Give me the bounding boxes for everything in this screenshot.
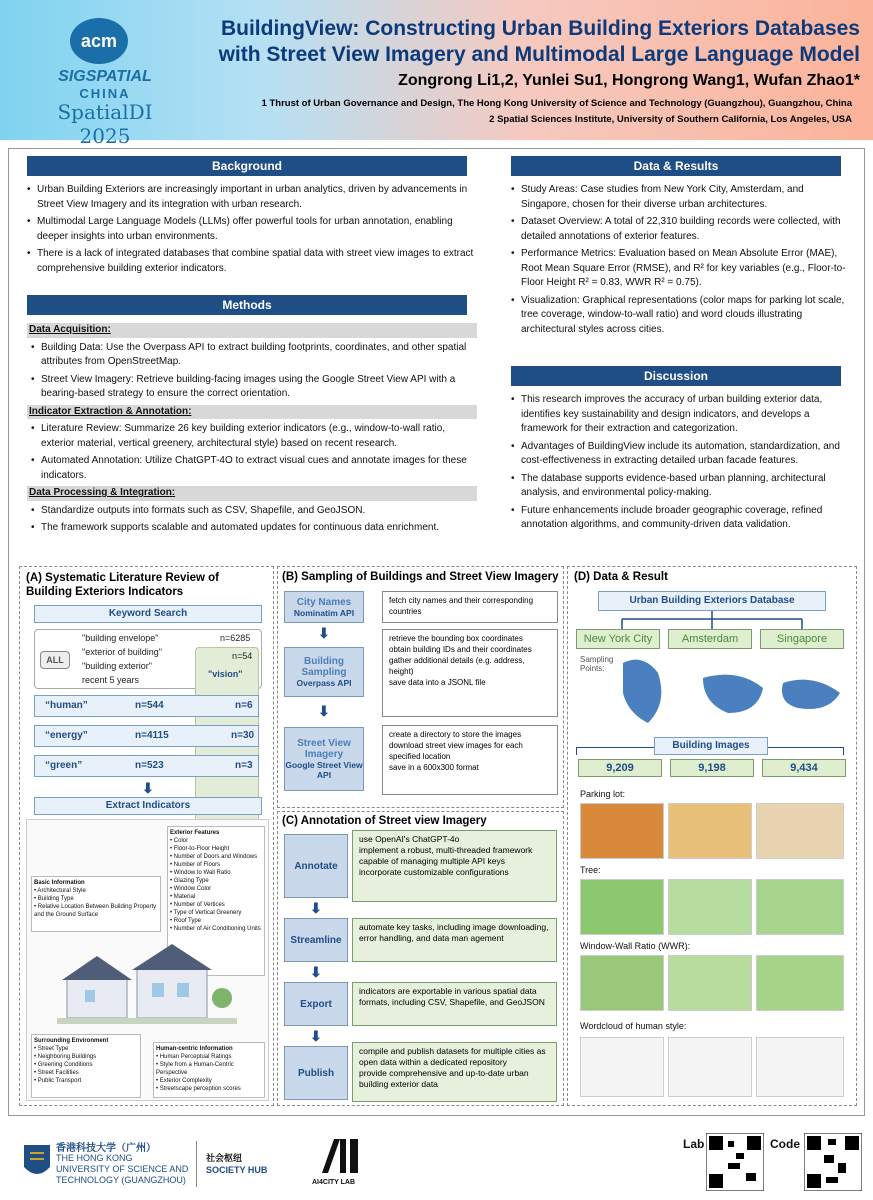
human-centric-title: Human-centric Information <box>156 1046 233 1052</box>
basic-information-list: • Architectural Style • Building Type • Relative Location Between Building Property and the Ground Surface <box>34 888 157 918</box>
spatialdi-logo-text: SpatialDI 2025 <box>57 100 153 148</box>
background-item: • Urban Building Exteriors are increasingly important in urban analytics, driven by advancements in Street View Imagery and its integration with urban research. <box>27 183 477 212</box>
affiliation-2: 2 Spatial Sciences Institute, University of Southern California, Los Angeles, USA <box>489 114 852 125</box>
connector-lines-icon <box>578 611 848 629</box>
tree-map-singapore <box>756 879 844 935</box>
building-sampling-desc <box>382 629 558 717</box>
street-view-step <box>284 727 364 791</box>
keyword-2: "exterior of building" <box>82 647 162 657</box>
tree-map-amsterdam <box>668 879 752 935</box>
keyword-3: "building exterior" <box>82 661 152 671</box>
discussion-item: • The database supports evidence-based urban planning, architectural analysis, and environmental policy-making. <box>511 472 851 501</box>
wwr-label: Window-Wall Ratio (WWR): <box>580 941 691 951</box>
discussion-text <box>511 393 851 536</box>
parking-lot-label: Parking lot: <box>580 789 626 799</box>
city-names-desc <box>382 591 558 623</box>
street-view-label: Street View Imagery <box>297 738 351 760</box>
poster-title <box>190 16 860 68</box>
sigspatial-logo-text: SIGSPATIAL <box>58 68 152 85</box>
tree-label: Tree: <box>580 865 601 875</box>
exterior-features-title: Exterior Features <box>170 830 220 836</box>
green-row <box>34 755 259 777</box>
society-hub-chinese: 社会枢纽 <box>206 1153 243 1163</box>
export-desc <box>352 982 557 1026</box>
streamline-step: Streamline <box>284 918 348 962</box>
methods-item: • Street View Imagery: Retrieve building-facing images using the Google Street View API with a bearing-based strategy to ensure the correct orientation. <box>31 373 477 402</box>
panel-d <box>567 566 857 1106</box>
human-centric-list: • Human Perceptual Ratings • Style from a Human-Centric Perspective • Exterior Complexity • Streetscape perception scores <box>156 1054 241 1092</box>
street-view-desc-line: create a directory to store the images <box>389 730 522 739</box>
discussion-heading: Discussion <box>511 366 841 386</box>
parking-map-nyc <box>580 803 664 859</box>
panel-b <box>277 566 564 808</box>
city-new-york: New York City <box>576 629 660 649</box>
energy-label: “energy” <box>45 730 88 741</box>
panel-a <box>19 566 274 1106</box>
streamline-desc-line: automate key tasks, including image downloading, error handling, and data man agement <box>359 922 549 943</box>
title-line-1: BuildingView: Constructing Urban Building Exteriors Databases <box>220 17 860 40</box>
society-hub-name: SOCIETY HUB <box>206 1165 268 1175</box>
wordcloud-nyc <box>580 1037 664 1097</box>
parking-map-singapore <box>756 803 844 859</box>
annotate-desc-line: use OpenAI's ChatGPT-4o <box>359 834 460 844</box>
street-view-desc-line: save in a 600x300 format <box>389 763 479 772</box>
methods-item: • Literature Review: Summarize 26 key building exterior indicators (e.g., window-to-wall ratio, exterior material, vertical greenery, architectural style) based on recent research. <box>31 422 477 451</box>
publish-desc-line: compile and publish datasets for multiple cities as open data within a dedicated repository <box>359 1046 546 1067</box>
wordcloud-amsterdam <box>668 1037 752 1097</box>
poster-footer <box>0 1125 873 1200</box>
data-results-item: • Dataset Overview: A total of 22,310 building records were collected, with detailed annotations of exterior features. <box>511 215 851 244</box>
nominatim-api-label: Nominatim API <box>293 607 355 618</box>
wwr-map-amsterdam <box>668 955 752 1011</box>
sampling-desc-line: retrieve the bounding box coordinates <box>389 634 523 643</box>
hkust-line-3: TECHNOLOGY (GUANGZHOU) <box>56 1175 186 1185</box>
panel-c <box>277 811 564 1106</box>
building-sampling-label: Building Sampling <box>301 656 347 678</box>
sampling-desc-line: save data into a JSONL file <box>389 678 486 687</box>
count-amsterdam: 9,198 <box>670 759 754 777</box>
city-names-step <box>284 591 364 623</box>
publish-step: Publish <box>284 1046 348 1100</box>
methods-subheading: Data Processing & Integration: <box>27 486 477 501</box>
publish-desc-line: provide comprehensive and up-to-date urban building exterior data <box>359 1068 529 1089</box>
panel-c-title: (C) Annotation of Street view Imagery <box>282 815 487 827</box>
google-api-label: Google Street View API <box>285 760 363 780</box>
annotate-desc <box>352 830 557 902</box>
green-count: n=523 <box>135 760 164 771</box>
building-images-box: Building Images <box>654 737 768 755</box>
tree-map-nyc <box>580 879 664 935</box>
discussion-item: • Future enhancements include broader geographic coverage, refined annotation algorithms, and community-driven data validation. <box>511 504 851 533</box>
annotate-step: Annotate <box>284 834 348 898</box>
database-box: Urban Building Exteriors Database <box>598 591 826 611</box>
background-item: • There is a lack of integrated databases that combine spatial data with street view images to extract comprehensive building exterior indicators. <box>27 247 477 276</box>
data-results-text <box>511 183 851 340</box>
count-new-york: 9,209 <box>578 759 662 777</box>
city-singapore: Singapore <box>760 629 844 649</box>
wwr-map-nyc <box>580 955 664 1011</box>
china-logo-text: CHINA <box>79 86 131 101</box>
hkust-line-2: UNIVERSITY OF SCIENCE AND <box>56 1164 189 1174</box>
human-vision-count: n=6 <box>235 700 253 711</box>
annotate-desc-line: implement a robust, multi-threaded framework capable of managing multiple API keys <box>359 845 533 866</box>
count-singapore: 9,434 <box>762 759 846 777</box>
parking-map-amsterdam <box>668 803 752 859</box>
sampling-desc-line: obtain building IDs and their coordinates <box>389 645 532 654</box>
methods-item: • The framework supports scalable and automated updates for continuous data enrichment. <box>31 521 477 536</box>
publish-desc <box>352 1042 557 1102</box>
poster-body <box>8 148 865 1116</box>
hkust-line-1: THE HONG KONG <box>56 1153 133 1163</box>
authors: Zongrong Li1,2, Yunlei Su1, Hongrong Wang1, Wufan Zhao1* <box>398 72 860 89</box>
data-results-item: • Performance Metrics: Evaluation based on Mean Absolute Error (MAE), Root Mean Square Error (RMSE), and R² for key variables (e.g., Floor-to-Floor Height R² = 0.83, WWR R² = 0.75). <box>511 247 851 291</box>
background-text <box>27 183 477 279</box>
poster-header <box>0 0 873 148</box>
surrounding-environment-title: Surrounding Environment <box>34 1038 109 1044</box>
methods-subheading: Data Acquisition: <box>27 323 477 338</box>
surrounding-environment-card <box>31 1034 141 1098</box>
panel-b-title: (B) Sampling of Buildings and Street View Imagery <box>282 571 559 583</box>
keyword-1-count: n=6285 <box>220 633 251 643</box>
code-qr-label: Code <box>770 1137 800 1151</box>
all-badge: ALL <box>40 651 70 669</box>
basic-information-title: Basic Information <box>34 880 85 886</box>
title-line-2: with Street View Imagery and Multimodal Large Language Model <box>218 43 860 66</box>
acm-logo: acm <box>70 18 128 64</box>
hkust-crest-icon <box>22 1143 52 1183</box>
human-row <box>34 695 259 717</box>
wwr-map-singapore <box>756 955 844 1011</box>
human-centric-card <box>153 1042 265 1098</box>
discussion-item: • Advantages of BuildingView include its automation, standardization, and cost-effectiveness in extracting detailed urban facade features. <box>511 440 851 469</box>
city-names-label: City Names <box>296 596 352 608</box>
data-results-item: • Visualization: Graphical representations (color maps for parking lot scale, tree coverage, window-to-wall ratio) and word clouds illustrating architectural styles across cities. <box>511 294 851 338</box>
human-count: n=544 <box>135 700 164 711</box>
export-desc-line: indicators are exportable in various spatial data formats, including CSV, Shapefile, and GeoJSON <box>359 986 545 1007</box>
panel-a-title: (A) Systematic Literature Review of Building Exteriors Indicators <box>26 572 220 598</box>
data-results-item: • Study Areas: Case studies from New York City, Amsterdam, and Singapore, chosen for their diverse urban architectures. <box>511 183 851 212</box>
background-item: • Multimodal Large Language Models (LLMs) offer powerful tools for urban annotation, enabling deeper insights into urban environments. <box>27 215 477 244</box>
building-sampling-step <box>284 647 364 697</box>
human-label: “human” <box>45 700 88 711</box>
annotate-desc-line: incorporate customizable configurations <box>359 867 509 877</box>
ai4city-logo-icon <box>318 1135 362 1175</box>
sampling-points-maps-icon <box>608 653 848 733</box>
background-heading: Background <box>27 156 467 176</box>
ai4city-lab-label: AI4CITY LAB <box>312 1179 356 1186</box>
methods-item: • Building Data: Use the Overpass API to extract building footprints, coordinates, and other spatial attributes from OpenStreetMap. <box>31 341 477 370</box>
vision-label: "vision" <box>208 669 243 679</box>
wordcloud-singapore <box>756 1037 844 1097</box>
extract-indicators-box: Extract Indicators <box>34 797 262 815</box>
green-vision-count: n=3 <box>235 760 253 771</box>
basic-information-card <box>31 876 161 932</box>
arrow-down-icon: ⬇ <box>318 625 330 641</box>
methods-subheading: Indicator Extraction & Annotation: <box>27 405 477 420</box>
house-illustration-icon <box>57 938 237 1028</box>
energy-count: n=4115 <box>135 730 169 741</box>
arrow-down-icon: ⬇ <box>310 900 322 916</box>
sampling-desc-line: gather additional details (e.g. address, height) <box>389 656 525 676</box>
methods-heading: Methods <box>27 295 467 315</box>
keyword-1: "building envelope" <box>82 633 159 643</box>
lab-qr-code-icon[interactable] <box>706 1133 764 1191</box>
hkust-chinese-name: 香港科技大学（广州） <box>56 1143 156 1154</box>
street-view-desc <box>382 725 558 795</box>
arrow-down-icon: ⬇ <box>318 703 330 719</box>
discussion-item: • This research improves the accuracy of urban building exterior data, identifies key sustainability and design indicators, and develops a framework for their extraction and categorization. <box>511 393 851 437</box>
footer-divider <box>196 1141 197 1187</box>
methods-text <box>31 321 477 539</box>
surrounding-environment-list: • Street Type • Neighboring Buildings • Greening Conditions • Street Facilities • Public Transport <box>34 1046 97 1084</box>
affiliation-1: 1 Thrust of Urban Governance and Design, The Hong Kong University of Science and Technology (Guangzhou), Guangzhou, China <box>261 98 852 109</box>
arrow-down-icon: ⬇ <box>142 780 154 796</box>
lab-qr-label: Lab <box>683 1137 705 1151</box>
vision-count: n=54 <box>232 651 253 661</box>
arrow-down-icon: ⬇ <box>310 1028 322 1044</box>
streamline-desc <box>352 918 557 962</box>
export-step: Export <box>284 982 348 1026</box>
green-label: “green” <box>45 760 83 771</box>
city-amsterdam: Amsterdam <box>668 629 752 649</box>
code-qr-code-icon[interactable] <box>804 1133 862 1191</box>
energy-row <box>34 725 259 747</box>
hkust-english-name <box>56 1153 188 1186</box>
keyword-4: recent 5 years <box>82 675 140 685</box>
sampling-points-label: Sampling Points: <box>580 655 614 673</box>
methods-item: • Automated Annotation: Utilize ChatGPT-4O to extract visual cues and annotate images for these indicators. <box>31 454 477 483</box>
city-names-desc-text: fetch city names and their corresponding countries <box>389 596 534 616</box>
methods-item: • Standardize outputs into formats such as CSV, Shapefile, and GeoJSON. <box>31 504 477 519</box>
panel-d-title: (D) Data & Result <box>574 571 668 583</box>
indicators-diagram <box>26 819 269 1101</box>
keyword-search-box: Keyword Search <box>34 605 262 623</box>
wordcloud-label: Wordcloud of human style: <box>580 1021 687 1031</box>
overpass-api-label: Overpass API <box>296 678 352 688</box>
data-results-heading: Data & Results <box>511 156 841 176</box>
arrow-down-icon: ⬇ <box>310 964 322 980</box>
energy-vision-count: n=30 <box>231 730 255 741</box>
exterior-features-list: • Color • Floor-to-Floor Height • Number of Doors and Windows • Number of Floors • Window to Wall Ratio • Glazing Type • Window Color • Material • Number of Vertices • Type of Vertical Greenery • Roof Type • Number of Air Conditioning Units <box>170 838 261 932</box>
street-view-desc-line: download street view images for each specified location <box>389 741 523 761</box>
